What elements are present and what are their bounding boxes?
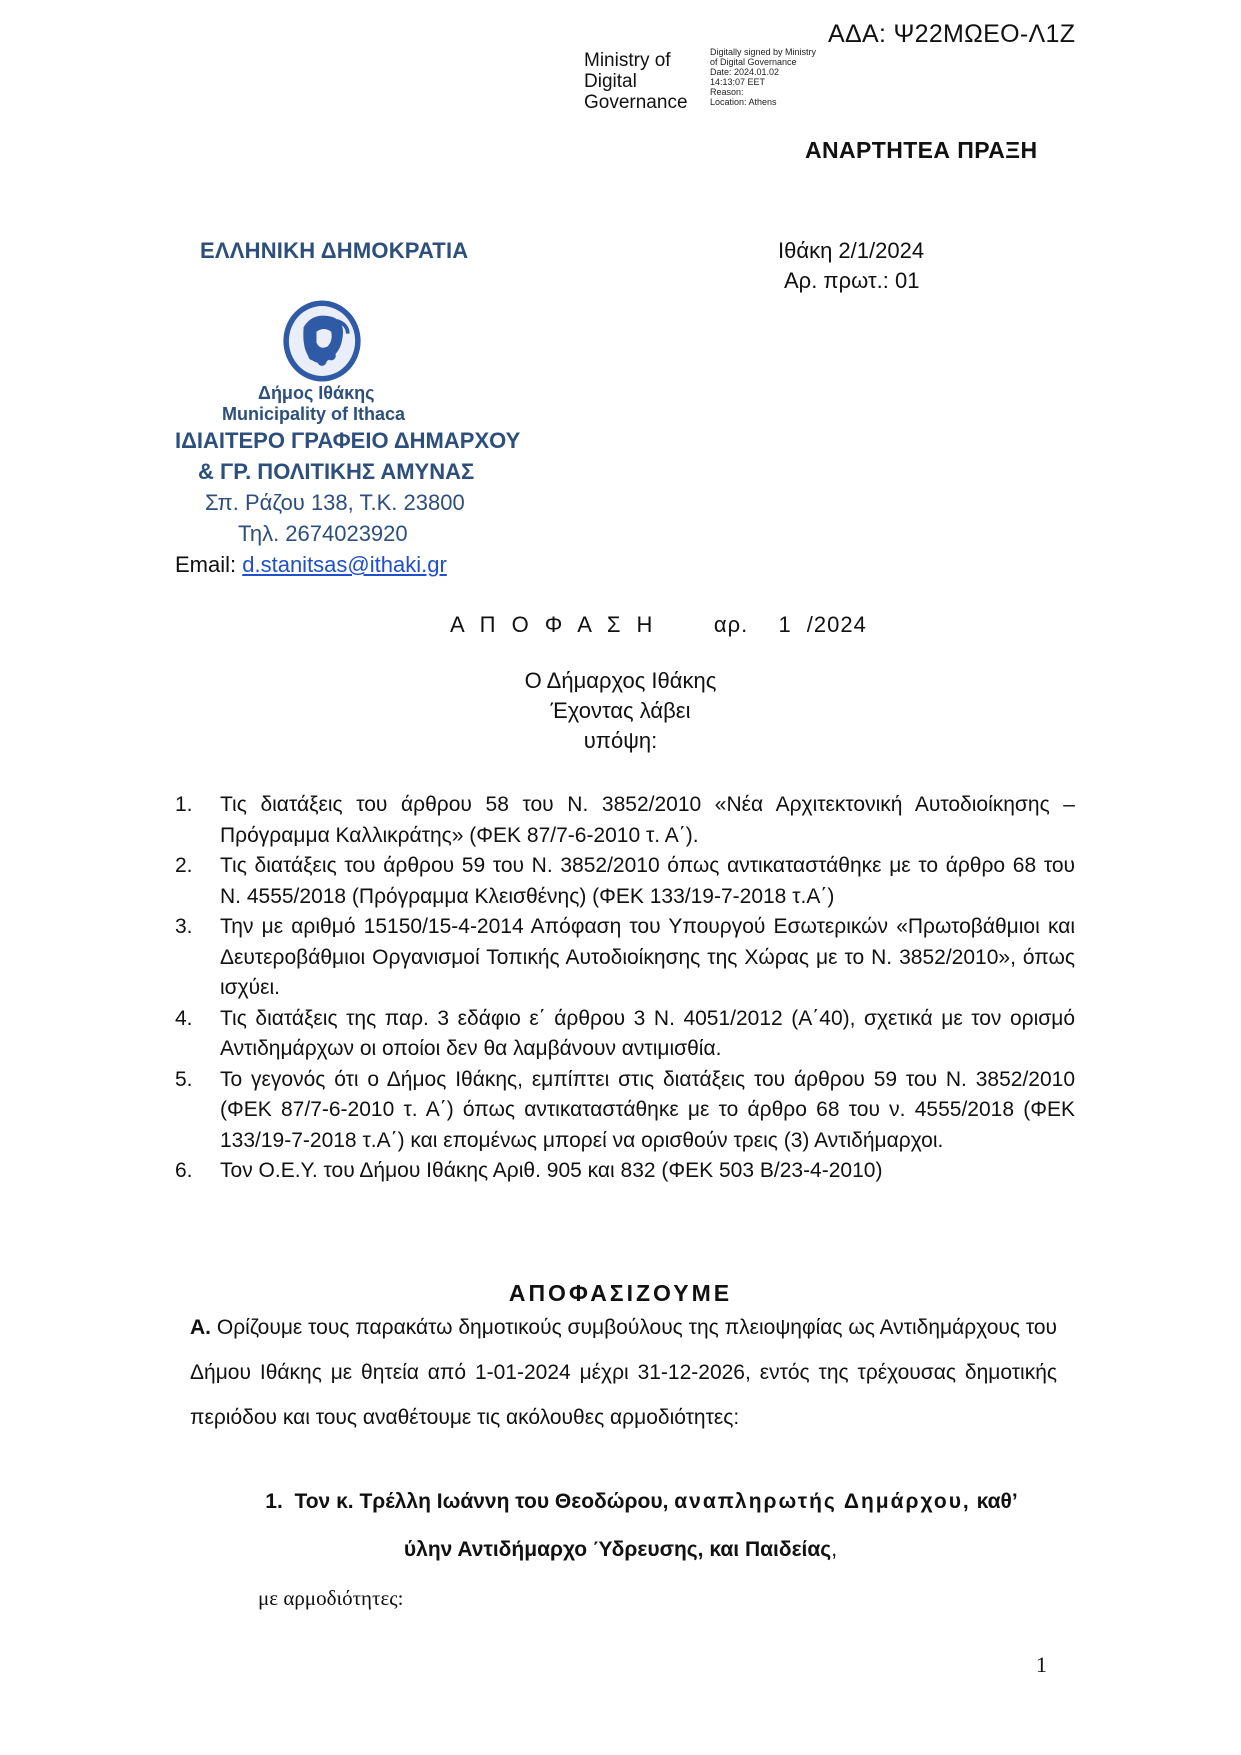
ministry-line: Governance [584,92,688,113]
protocol-number: Αρ. πρωτ.: 01 [784,268,920,293]
mayor-line: Ο Δήμαρχος Ιθάκης [524,668,717,693]
list-item-number: 6. [175,1159,193,1182]
item-role: αναπληρωτής Δημάρχου, [674,1490,971,1513]
office-name-line1: ΙΔΙΑΙΤΕΡΟ ΓΡΑΦΕΙΟ ΔΗΜΑΡΧΟΥ [175,428,521,453]
list-item-number: 5. [175,1067,193,1091]
resolution-heading: ΑΠΟΦΑΣΙΖΟΥΜΕ [508,1280,733,1306]
signature-line: Date: 2024.01.02 [710,67,780,77]
list-item-text: Τις διατάξεις του άρθρου 58 του Ν. 3852/2010 «Νέα Αρχιτεκτονική Αυτοδιοίκησης –Πρόγραμμα Καλλικράτης» (ΦΕΚ 87/7-6-2010 τ. Α΄). [220,793,1075,847]
list-item-text: Τις διατάξεις του άρθρου 59 του Ν. 3852/2010 όπως αντικαταστάθηκε με το άρθρο 68 του Ν. 4555/2018 (Πρόγραμμα Κλεισθένης) (ΦΕΚ 133/19-7-2018 τ.Α΄) [220,854,1075,908]
appointment-item-1 [224,1490,1059,1514]
item-end: καθ’ [970,1490,1018,1513]
email-link[interactable]: d.stanitsas@ithaki.gr [242,552,447,577]
office-address: Σπ. Ράζου 138, Τ.Κ. 23800 [205,490,465,515]
list-item-text: Το γεγονός ότι ο Δήμος Ιθάκης, εμπίπτει στις διατάξεις του άρθρου 59 του Ν. 3852/2010 (ΦΕΚ 87/7-6-2010 τ. Α΄) όπως αντικαταστάθηκε με το άρθρο 68 του ν. 4555/2018 (ΦΕΚ 133/19-7-2018 τ.Α΄) και επομένως μπορεί να ορισθούν τρεις (3) Αντιδήμαρχοι. [220,1067,1075,1152]
publishable-act-label: ΑΝΑΡΤΗΤΕΑ ΠΡΑΞΗ [805,137,1038,163]
item-line2-text: ύλην Αντιδήμαρχο Ύδρευσης, και Παιδείας [403,1538,832,1561]
having-line: Έχοντας λάβει [550,698,691,723]
paragraph-label: Α. [190,1316,211,1339]
logo-text-greek: Δήμος Ιθάκης [258,383,375,403]
item-number: 1. [265,1490,283,1513]
signature-line: Reason: [710,87,744,97]
list-item-number: 3. [175,915,193,938]
ministry-label [584,50,688,113]
list-item-number: 4. [175,1006,193,1030]
appointment-item-1-line2 [0,1538,1241,1562]
list-item-number: 1. [175,793,193,816]
item-line2-end: , [831,1538,838,1561]
list-item [175,1156,1075,1187]
list-item [175,851,1075,912]
ministry-line: Digital [584,71,637,92]
office-email [175,552,447,578]
ada-code: ΑΔΑ: Ψ22ΜΩΕΟ-Λ1Ζ [828,20,1076,48]
list-item-text: Την με αριθμό 15150/15-4-2014 Απόφαση του Υπουργού Εσωτερικών «Πρωτοβάθμιοι και Δευτεροβάθμιοι Οργανισμοί Τοπικής Αυτοδιοίκησης της Χώρας με το Ν. 3852/2010», όπως ισχύει. [220,915,1075,999]
logo-text-english: Municipality of Ithaca [222,404,406,424]
ministry-line: Ministry of [584,50,671,71]
signature-line: Digitally signed by Ministry [710,47,817,57]
consideration-line: υπόψη: [583,728,658,753]
page-number: 1 [1036,1652,1047,1677]
decision-title: Α Π Ο Φ Α Σ Η αρ. 1 /2024 [450,612,867,637]
list-item [175,1065,1075,1157]
document-date: Ιθάκη 2/1/2024 [778,238,925,263]
list-item [175,790,1075,851]
signature-line: Location: Athens [710,97,777,107]
paragraph-text: Ορίζουμε τους παρακάτω δημοτικούς συμβούλους της πλειοψηφίας ως Αντιδημάρχους του Δήμου Ιθάκης με θητεία από 1-01-2024 μέχρι 31-12-2026, εντός της τρέχουσας δημοτικής περιόδου και τους αναθέτουμε τις ακόλουθες αρμοδιότητες: [190,1316,1057,1429]
digital-signature-info [710,47,816,107]
list-item [175,1004,1075,1065]
municipality-logo-icon [276,295,368,387]
list-item-text: Τις διατάξεις της παρ. 3 εδάφιο ε΄ άρθρου 3 Ν. 4051/2012 (Α΄40), σχετικά με τον ορισμό Αντιδημάρχων οι οποίοι δεν θα λαμβάνουν αντιμισθία. [220,1006,1075,1060]
list-item-number: 2. [175,854,193,877]
duties-label: με αρμοδιότητες: [258,1586,404,1610]
office-phone: Τηλ. 2674023920 [238,521,408,546]
hellenic-republic-heading: ΕΛΛΗΝΙΚΗ ΔΗΜΟΚΡΑΤΙΑ [200,238,469,263]
item-name: Τον κ. Τρέλλη Ιωάννη του Θεοδώρου, [294,1490,675,1513]
signature-line: 14:13:07 EET [710,77,766,87]
resolution-paragraph-a [190,1305,1057,1440]
email-label: Email: [175,552,243,577]
list-item-text: Τον Ο.Ε.Υ. του Δήμου Ιθάκης Αριθ. 905 και 832 (ΦΕΚ 503 Β/23-4-2010) [220,1159,883,1182]
office-name-line2: & ΓΡ. ΠΟΛΙΤΙΚΗΣ ΑΜΥΝΑΣ [198,459,475,484]
signature-line: of Digital Governance [710,57,797,67]
list-item [175,912,1075,1004]
considerations-list [175,790,1075,1187]
